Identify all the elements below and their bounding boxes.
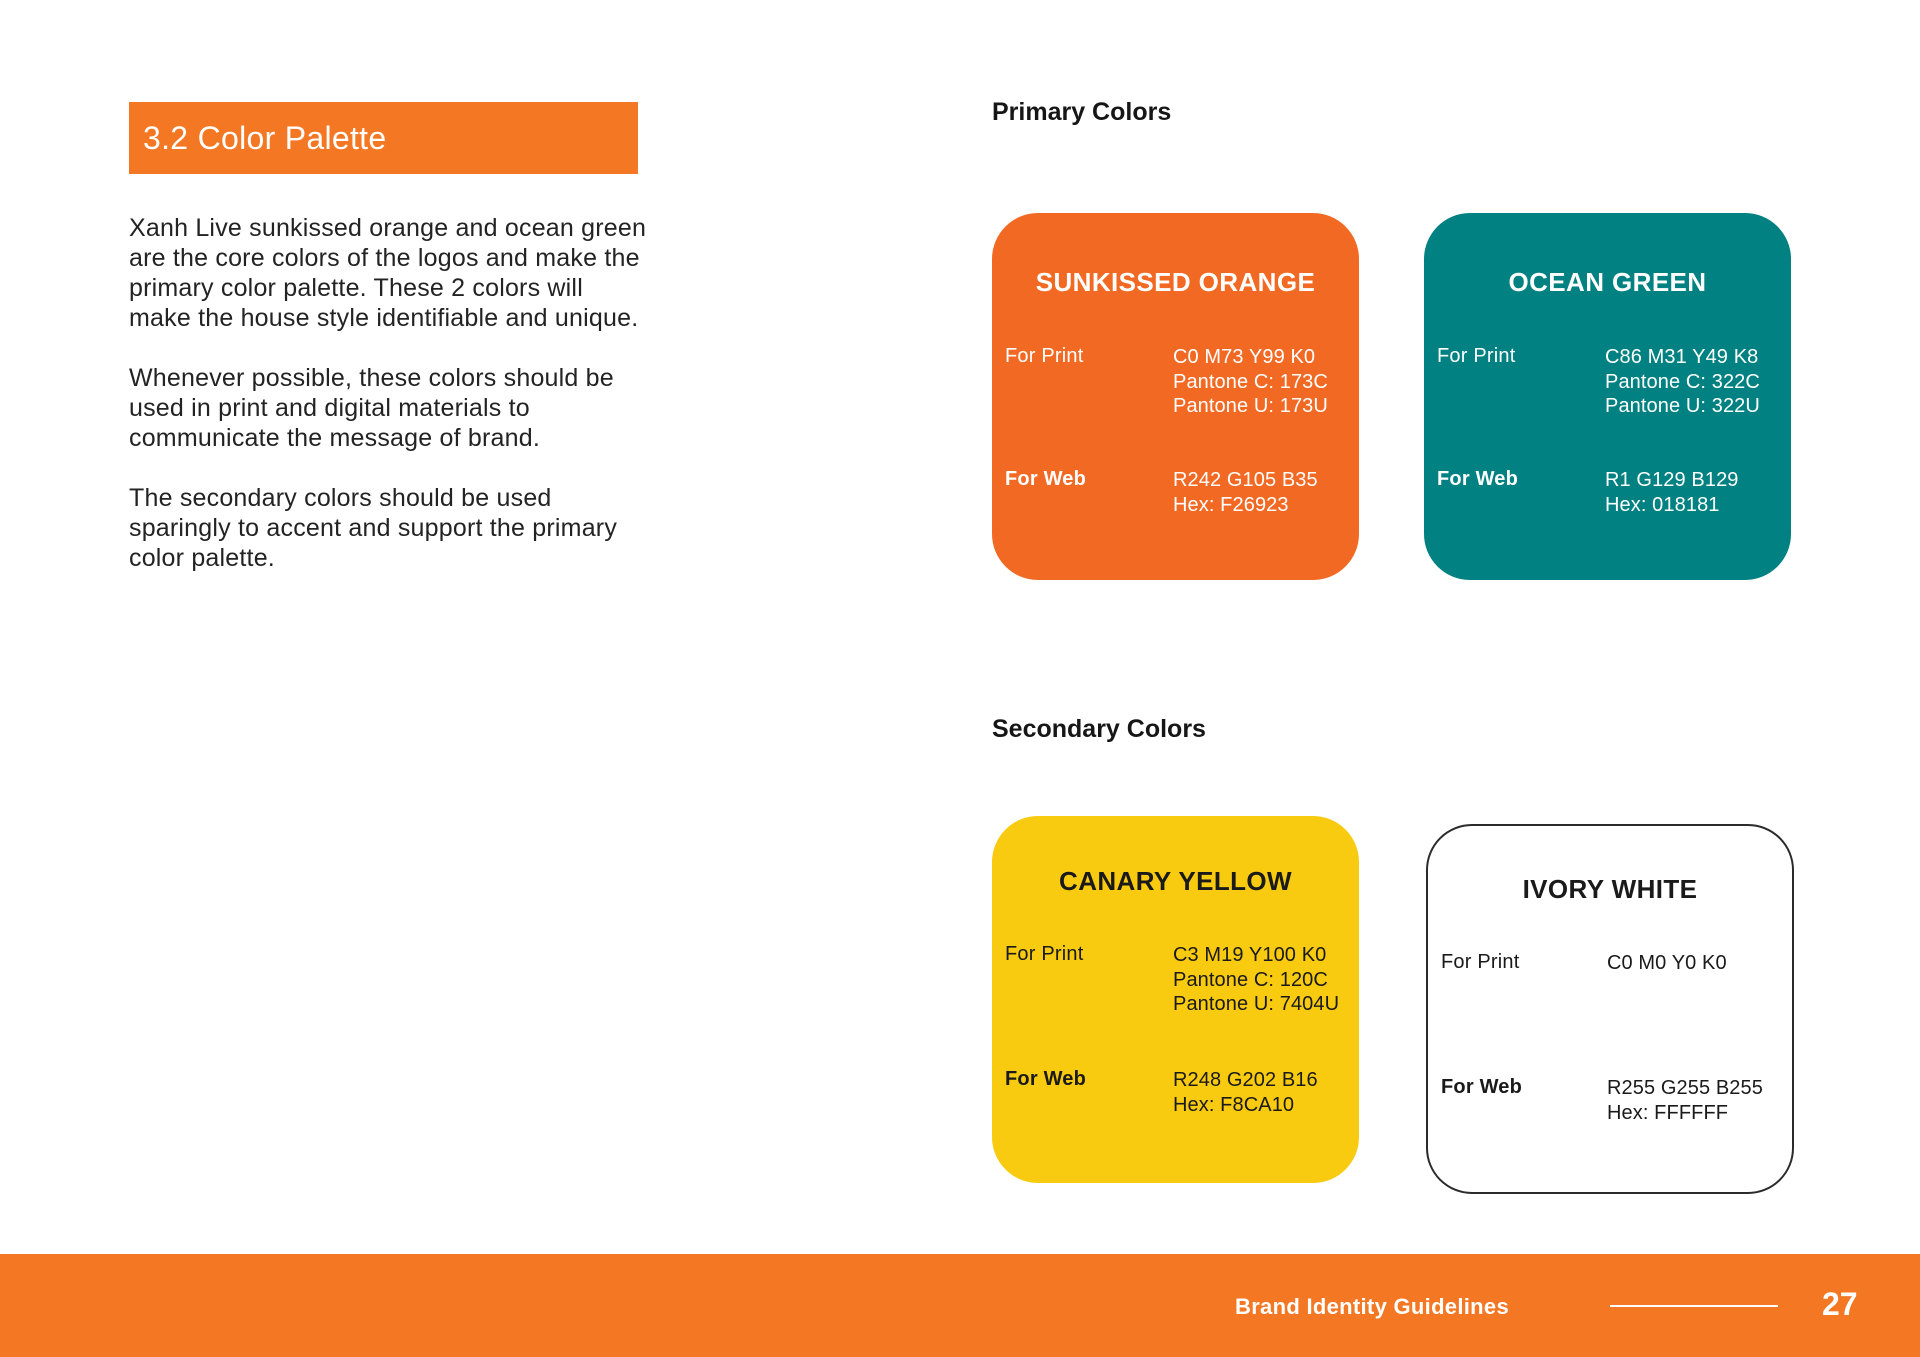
footer-title: Brand Identity Guidelines bbox=[1235, 1294, 1509, 1319]
color-name: SUNKISSED ORANGE bbox=[1035, 267, 1316, 297]
print-values bbox=[1605, 345, 1760, 419]
print-values bbox=[1173, 345, 1328, 419]
web-value-rgb: R1 G129 B129 bbox=[1605, 469, 1739, 491]
color-card-ivory-white bbox=[1426, 824, 1794, 1194]
web-value-hex: Hex: F26923 bbox=[1173, 493, 1289, 516]
print-values bbox=[1173, 943, 1339, 1017]
print-value-pantone-c: Pantone C: 120C bbox=[1173, 968, 1328, 991]
intro-text bbox=[129, 213, 649, 603]
print-label: For Print bbox=[1005, 345, 1084, 367]
print-value-cmyk: C86 M31 Y49 K8 bbox=[1605, 346, 1759, 368]
web-value-hex: Hex: F8CA10 bbox=[1173, 1093, 1295, 1116]
web-values bbox=[1607, 1076, 1763, 1125]
web-value-hex: Hex: 018181 bbox=[1605, 493, 1720, 516]
intro-paragraph-2: Whenever possible, these colors should be used in print and digital materials to communicate the message of brand. bbox=[129, 364, 614, 452]
web-label: For Web bbox=[1441, 1076, 1523, 1098]
print-value-cmyk: C3 M19 Y100 K0 bbox=[1173, 944, 1327, 966]
secondary-colors-heading: Secondary Colors bbox=[992, 715, 1206, 743]
primary-colors-heading: Primary Colors bbox=[992, 98, 1172, 126]
web-values bbox=[1173, 468, 1318, 517]
print-values bbox=[1607, 951, 1727, 976]
print-value-pantone-u: Pantone U: 173U bbox=[1173, 395, 1328, 417]
print-value-pantone-c: Pantone C: 322C bbox=[1605, 370, 1760, 393]
section-title: 3.2 Color Palette bbox=[129, 102, 638, 174]
color-name: OCEAN GREEN bbox=[1508, 267, 1707, 297]
color-name: CANARY YELLOW bbox=[1059, 866, 1292, 896]
web-label: For Web bbox=[1005, 1068, 1087, 1090]
print-value-cmyk: C0 M73 Y99 K0 bbox=[1173, 346, 1316, 368]
web-value-rgb: R248 G202 B16 bbox=[1173, 1069, 1318, 1091]
page-number: 27 bbox=[1822, 1286, 1858, 1322]
web-value-hex: Hex: FFFFFF bbox=[1607, 1101, 1729, 1124]
web-value-rgb: R255 G255 B255 bbox=[1607, 1077, 1763, 1099]
web-label: For Web bbox=[1005, 468, 1087, 490]
web-label: For Web bbox=[1437, 468, 1519, 490]
print-value-pantone-c: Pantone C: 173C bbox=[1173, 370, 1328, 393]
print-label: For Print bbox=[1005, 943, 1084, 965]
color-name: IVORY WHITE bbox=[1522, 874, 1698, 904]
print-value-pantone-u: Pantone U: 322U bbox=[1605, 395, 1760, 417]
color-card-canary-yellow bbox=[992, 816, 1359, 1183]
print-value-pantone-u: Pantone U: 7404U bbox=[1173, 993, 1340, 1015]
print-label: For Print bbox=[1437, 345, 1516, 367]
page-footer bbox=[0, 1254, 1920, 1357]
color-card-sunkissed-orange bbox=[992, 213, 1359, 580]
web-values bbox=[1173, 1068, 1318, 1117]
intro-paragraph-3: The secondary colors should be used sparingly to accent and support the primary color palette. bbox=[129, 484, 618, 572]
color-card-ocean-green bbox=[1424, 213, 1791, 580]
footer-divider bbox=[1610, 1305, 1778, 1307]
web-value-rgb: R242 G105 B35 bbox=[1173, 469, 1318, 491]
intro-paragraph-1: Xanh Live sunkissed orange and ocean green are the core colors of the logos and make the primary color palette. These 2 colors will make the house style identifiable and unique. bbox=[129, 214, 647, 332]
web-values bbox=[1605, 468, 1739, 517]
print-label: For Print bbox=[1441, 951, 1520, 973]
print-value-cmyk: C0 M0 Y0 K0 bbox=[1607, 952, 1727, 974]
